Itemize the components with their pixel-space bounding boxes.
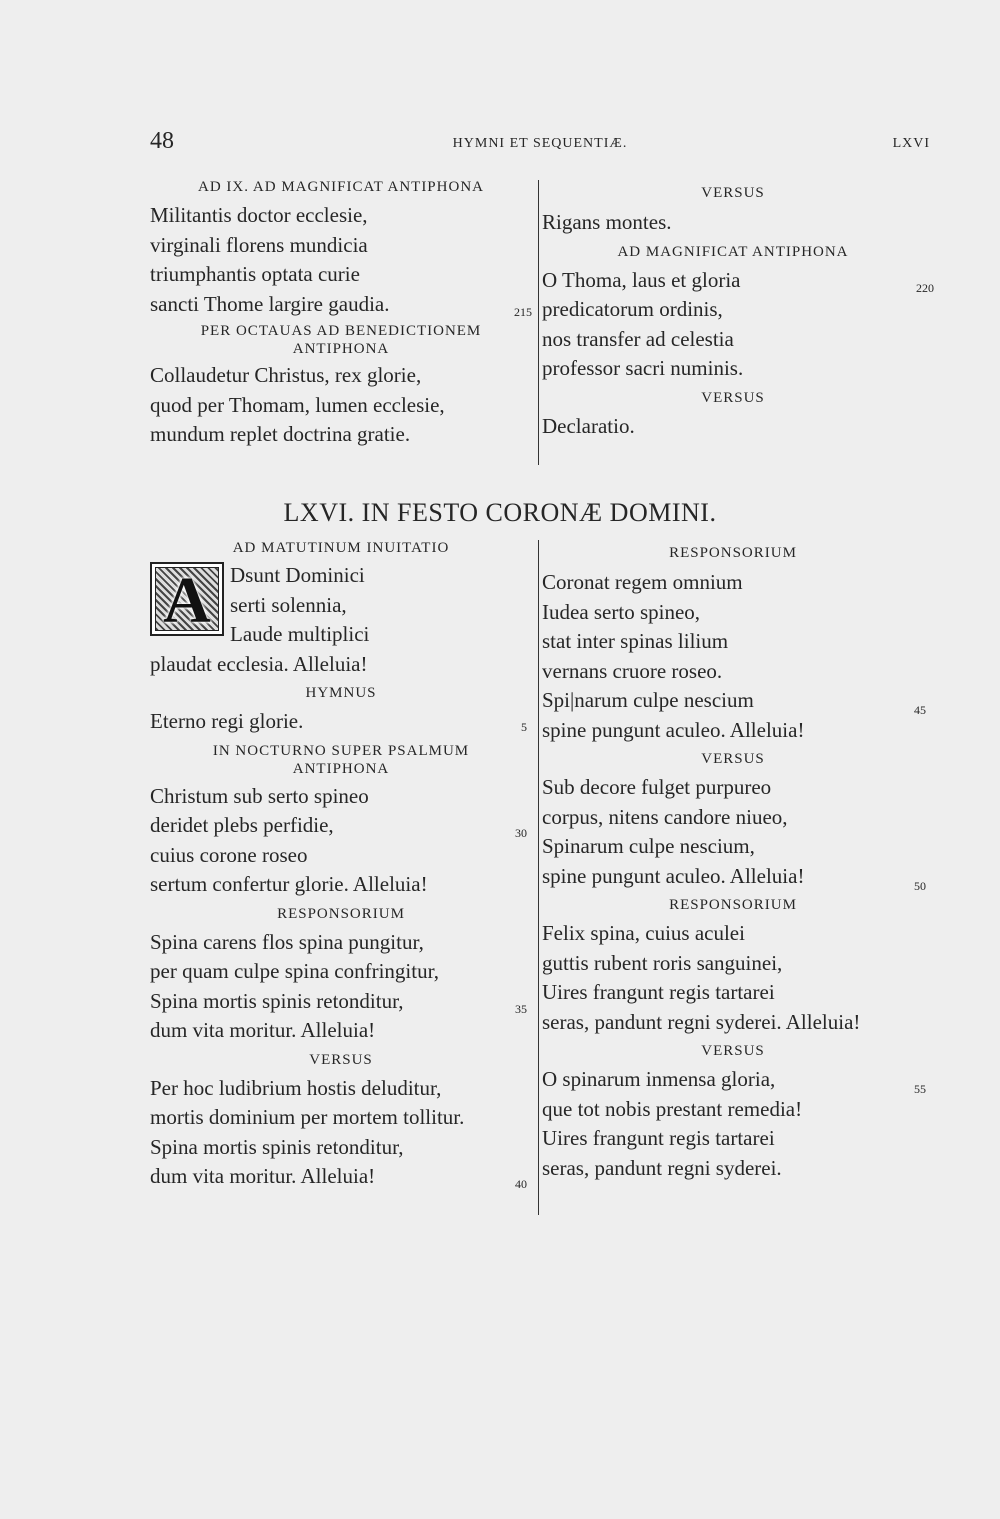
verse-line: mundum replet doctrina gratie.: [150, 422, 411, 446]
line-number: 220: [916, 280, 934, 295]
verse-text: Spina mortis spinis retonditur,: [150, 988, 404, 1013]
verse-line: Uires frangunt regis tartarei: [542, 980, 775, 1004]
verse-line: predicatorum ordinis,: [542, 297, 723, 321]
verse-line: nos transfer ad celestia: [542, 326, 734, 351]
verse-line: seras, pandunt regni syderei.: [542, 1155, 782, 1180]
line-number: 50: [914, 878, 926, 893]
line-number: 215: [514, 304, 532, 319]
bottom-left-column: [150, 539, 532, 1192]
rubric: VERSUS: [701, 1043, 765, 1059]
line-number: 40: [515, 1177, 527, 1191]
rubric: AD MATUTINUM INUITATIO: [232, 540, 450, 556]
top-left-column: [150, 178, 532, 450]
verse-line: Dsunt Dominici: [230, 563, 365, 587]
column-divider: [538, 540, 539, 1215]
verse-line: Felix spina, cuius aculei: [542, 921, 745, 945]
verse-line: virginali florens mundicia: [150, 232, 368, 257]
verse-line: [150, 290, 532, 320]
verse-line: vernans cruore roseo.: [542, 658, 723, 683]
verse-text: spine pungunt aculeo. Alleluia!: [542, 863, 805, 888]
verse-line: Spinarum culpe nescium,: [542, 834, 755, 858]
rubric: RESPONSORIUM: [277, 905, 405, 922]
verse-line: Spina carens flos spina pungitur,: [150, 929, 424, 954]
verse-line: dum vita moritur. Alleluia!: [150, 1018, 376, 1042]
rubric: RESPONSORIUM: [669, 545, 797, 561]
rubric: HYMNUS: [305, 685, 377, 701]
verse-line: [150, 707, 532, 737]
verse-line: cuius corone roseo: [150, 842, 308, 867]
verse-line: [150, 987, 532, 1017]
verse-line: plaudat ecclesia. Alleluia!: [150, 651, 368, 676]
rubric: VERSUS: [701, 751, 765, 767]
verse-text: deridet plebs perfidie,: [150, 813, 334, 837]
running-title: HYMNI ET SEQUENTIÆ.: [452, 136, 628, 151]
line-number: 35: [515, 1001, 527, 1016]
verse-line: seras, pandunt regni syderei. Alleluia!: [542, 1009, 861, 1034]
verse-line: Coronat regem omnium: [542, 570, 743, 594]
verse-line: quod per Thomam, lumen ecclesie,: [150, 392, 445, 417]
verse-line: Sub decore fulget purpureo: [542, 775, 772, 799]
verse-line: Per hoc ludibrium hostis deluditur,: [150, 1075, 442, 1100]
verse-line: Militantis doctor ecclesie,: [150, 203, 368, 227]
verse-line: [542, 266, 934, 296]
verse-line: per quam culpe spina confringitur,: [150, 959, 439, 983]
rubric: ANTIPHONA: [292, 760, 390, 777]
page-number: 48: [150, 128, 174, 154]
line-number: 45: [914, 703, 926, 717]
bottom-right-column: [542, 544, 934, 1183]
verse-line: Collaudetur Christus, rex glorie,: [150, 363, 422, 387]
verse-line: [542, 686, 934, 716]
rubric: PER OCTAUAS AD BENEDICTIONEM: [200, 323, 482, 339]
verse-line: [150, 1162, 532, 1192]
line-number: 55: [914, 1082, 926, 1096]
line-number: 30: [515, 826, 527, 840]
rubric: ANTIPHONA: [292, 341, 390, 357]
verse-line: professor sacri numinis.: [542, 356, 744, 380]
verse-line: Christum sub serto spineo: [150, 783, 369, 808]
rubric: AD MAGNIFICAT ANTIPHONA: [617, 243, 849, 260]
rubric: AD IX. AD MAGNIFICAT ANTIPHONA: [198, 179, 484, 195]
page-header: [150, 128, 930, 160]
top-right-column: [542, 184, 934, 441]
verse-text: dum vita moritur. Alleluia!: [150, 1164, 376, 1188]
verse-line: Rigans montes.: [542, 210, 672, 234]
rubric: IN NOCTURNO SUPER PSALMUM: [212, 742, 470, 759]
line-number: 5: [521, 720, 527, 734]
verse-line: corpus, nitens candore niueo,: [542, 804, 788, 829]
verse-text: O spinarum inmensa gloria,: [542, 1067, 776, 1091]
verse-line: Uires frangunt regis tartarei: [542, 1126, 775, 1150]
verse-line: serti solennia,: [230, 592, 347, 617]
rubric: VERSUS: [701, 389, 765, 406]
verse-line: triumphantis optata curie: [150, 262, 360, 286]
verse-line: Iudea serto spineo,: [542, 599, 701, 624]
verse-line: spine pungunt aculeo. Alleluia!: [542, 717, 805, 742]
verse-line: stat inter spinas lilium: [542, 629, 729, 653]
verse-line: mortis dominium per mortem tollitur.: [150, 1105, 465, 1129]
verse-line: [150, 811, 532, 841]
verse-line: Laude multiplici: [230, 622, 370, 646]
section-title: LXVI. IN FESTO CORONÆ DOMINI.: [283, 498, 717, 527]
rubric: VERSUS: [309, 1051, 373, 1068]
rubric: RESPONSORIUM: [669, 897, 797, 913]
verse-text: O Thoma, laus et gloria: [542, 267, 741, 292]
verse-line: [542, 1065, 934, 1095]
verse-line: sertum confertur glorie. Alleluia!: [150, 872, 428, 896]
section-number: LXVI: [892, 136, 930, 151]
verse-line: [542, 862, 934, 892]
initial-letter: A: [163, 564, 211, 637]
verse-line: Declaratio.: [542, 413, 635, 438]
verse-line: que tot nobis prestant remedia!: [542, 1096, 803, 1121]
verse-text: Eterno regi glorie.: [150, 709, 304, 733]
rubric: VERSUS: [701, 185, 765, 201]
verse-line: Spina mortis spinis retonditur,: [150, 1134, 404, 1159]
verse-line: guttis rubent roris sanguinei,: [542, 950, 783, 975]
column-divider: [538, 180, 539, 465]
verse-text: Spi|narum culpe nescium: [542, 688, 754, 712]
verse-text: sancti Thome largire gaudia.: [150, 291, 390, 316]
initial-block: [150, 561, 532, 650]
